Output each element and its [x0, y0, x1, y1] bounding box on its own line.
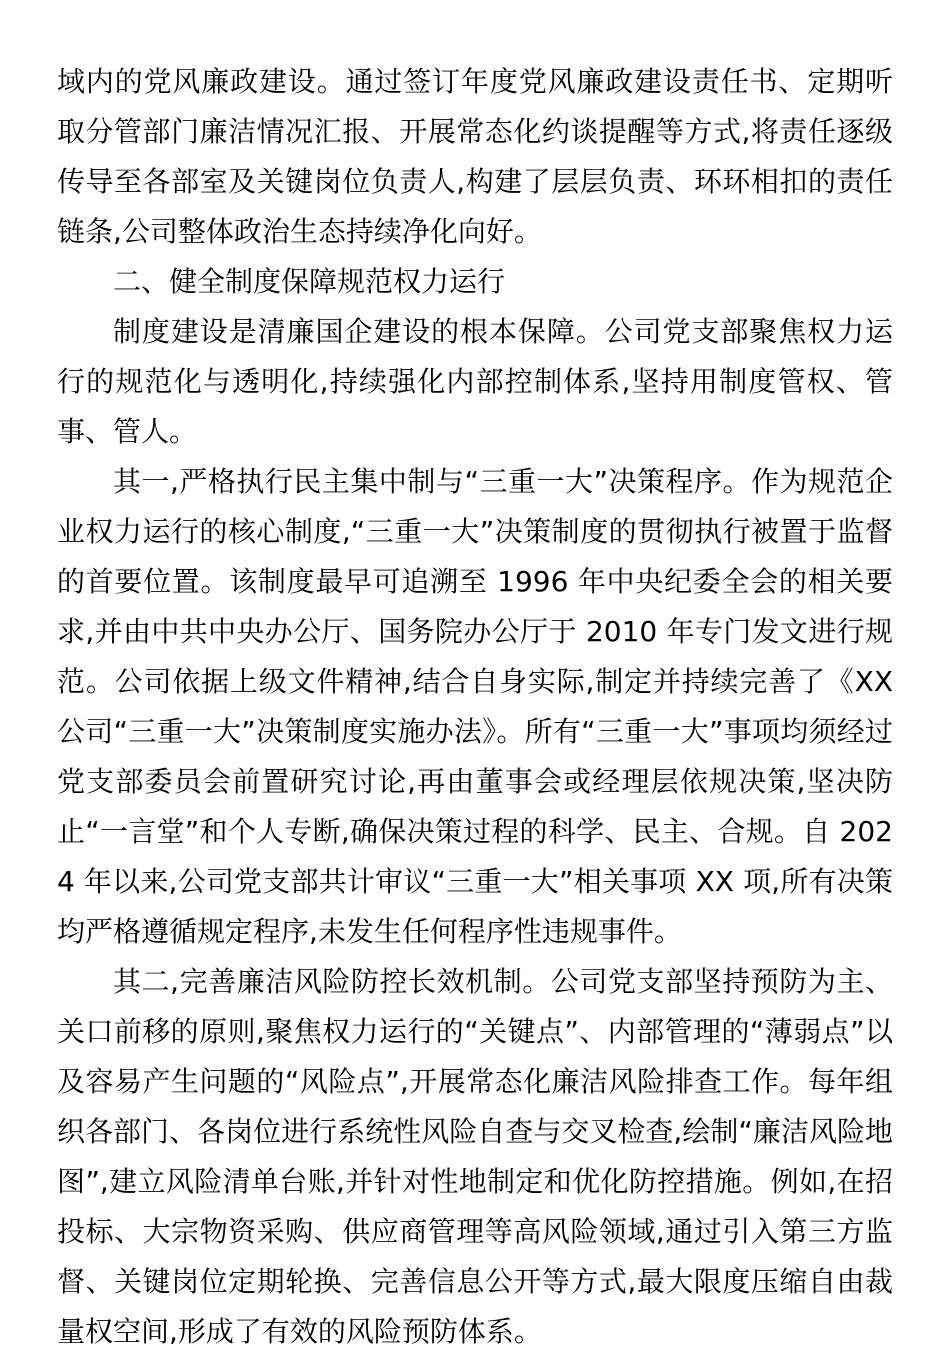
paragraph-institution-building: 制度建设是清廉国企建设的根本保障。公司党支部聚焦权力运行的规范化与透明化,持续强化内部控制体系,坚持用制度管权、管事、管人。 [57, 315, 893, 448]
paragraph-continuation: 域内的党风廉政建设。通过签订年度党风廉政建设责任书、定期听取分管部门廉洁情况汇报、开展常态化约谈提醒等方式,将责任逐级传导至各部室及关键岗位负责人,构建了层层负责、环环相扣的责任链条,公司整体政治生态持续净化向好。 [57, 65, 893, 248]
section-heading-two: 二、健全制度保障规范权力运行 [113, 265, 506, 298]
paragraph-point-two: 其二,完善廉洁风险防控长效机制。公司党支部坚持预防为主、关口前移的原则,聚焦权力运行的“关键点”、内部管理的“薄弱点”以及容易产生问题的“风险点”,开展常态化廉洁风险排查工作。每年组织各部门、各岗位进行系统性风险自查与交叉检查,绘制“廉洁风险地图”,建立风险清单台账,并针对性地制定和优化防控措施。例如,在招投标、大宗物资采购、供应商管理等高风险领域,通过引入第三方监督、关键岗位定期轮换、完善信息公开等方式,最大限度压缩自由裁量权空间,形成了有效的风险预防体系。 [57, 965, 893, 1348]
paragraph-point-one: 其一,严格执行民主集中制与“三重一大”决策程序。作为规范企业权力运行的核心制度,“三重一大”决策制度的贯彻执行被置于监督的首要位置。该制度最早可追溯至 1996 年中央纪委全会的相关要求,并由中共中央办公厅、国务院办公厅于 2010 年专门发文进行规范。公司依据上级文件精神,结合自身实际,制定并持续完善了《XX 公司“三重一大”决策制度实施办法》。所有“三重一大”事项均须经过党支部委员会前置研究讨论,再由董事会或经理层依规决策,坚决防止“一言堂”和个人专断,确保决策过程的科学、民主、合规。自 2024 年以来,公司党支部共计审议“三重一大”相关事项 XX 项,所有决策均严格遵循规定程序,未发生任何程序性违规事件。 [57, 465, 893, 948]
document-body [57, 57, 893, 1357]
